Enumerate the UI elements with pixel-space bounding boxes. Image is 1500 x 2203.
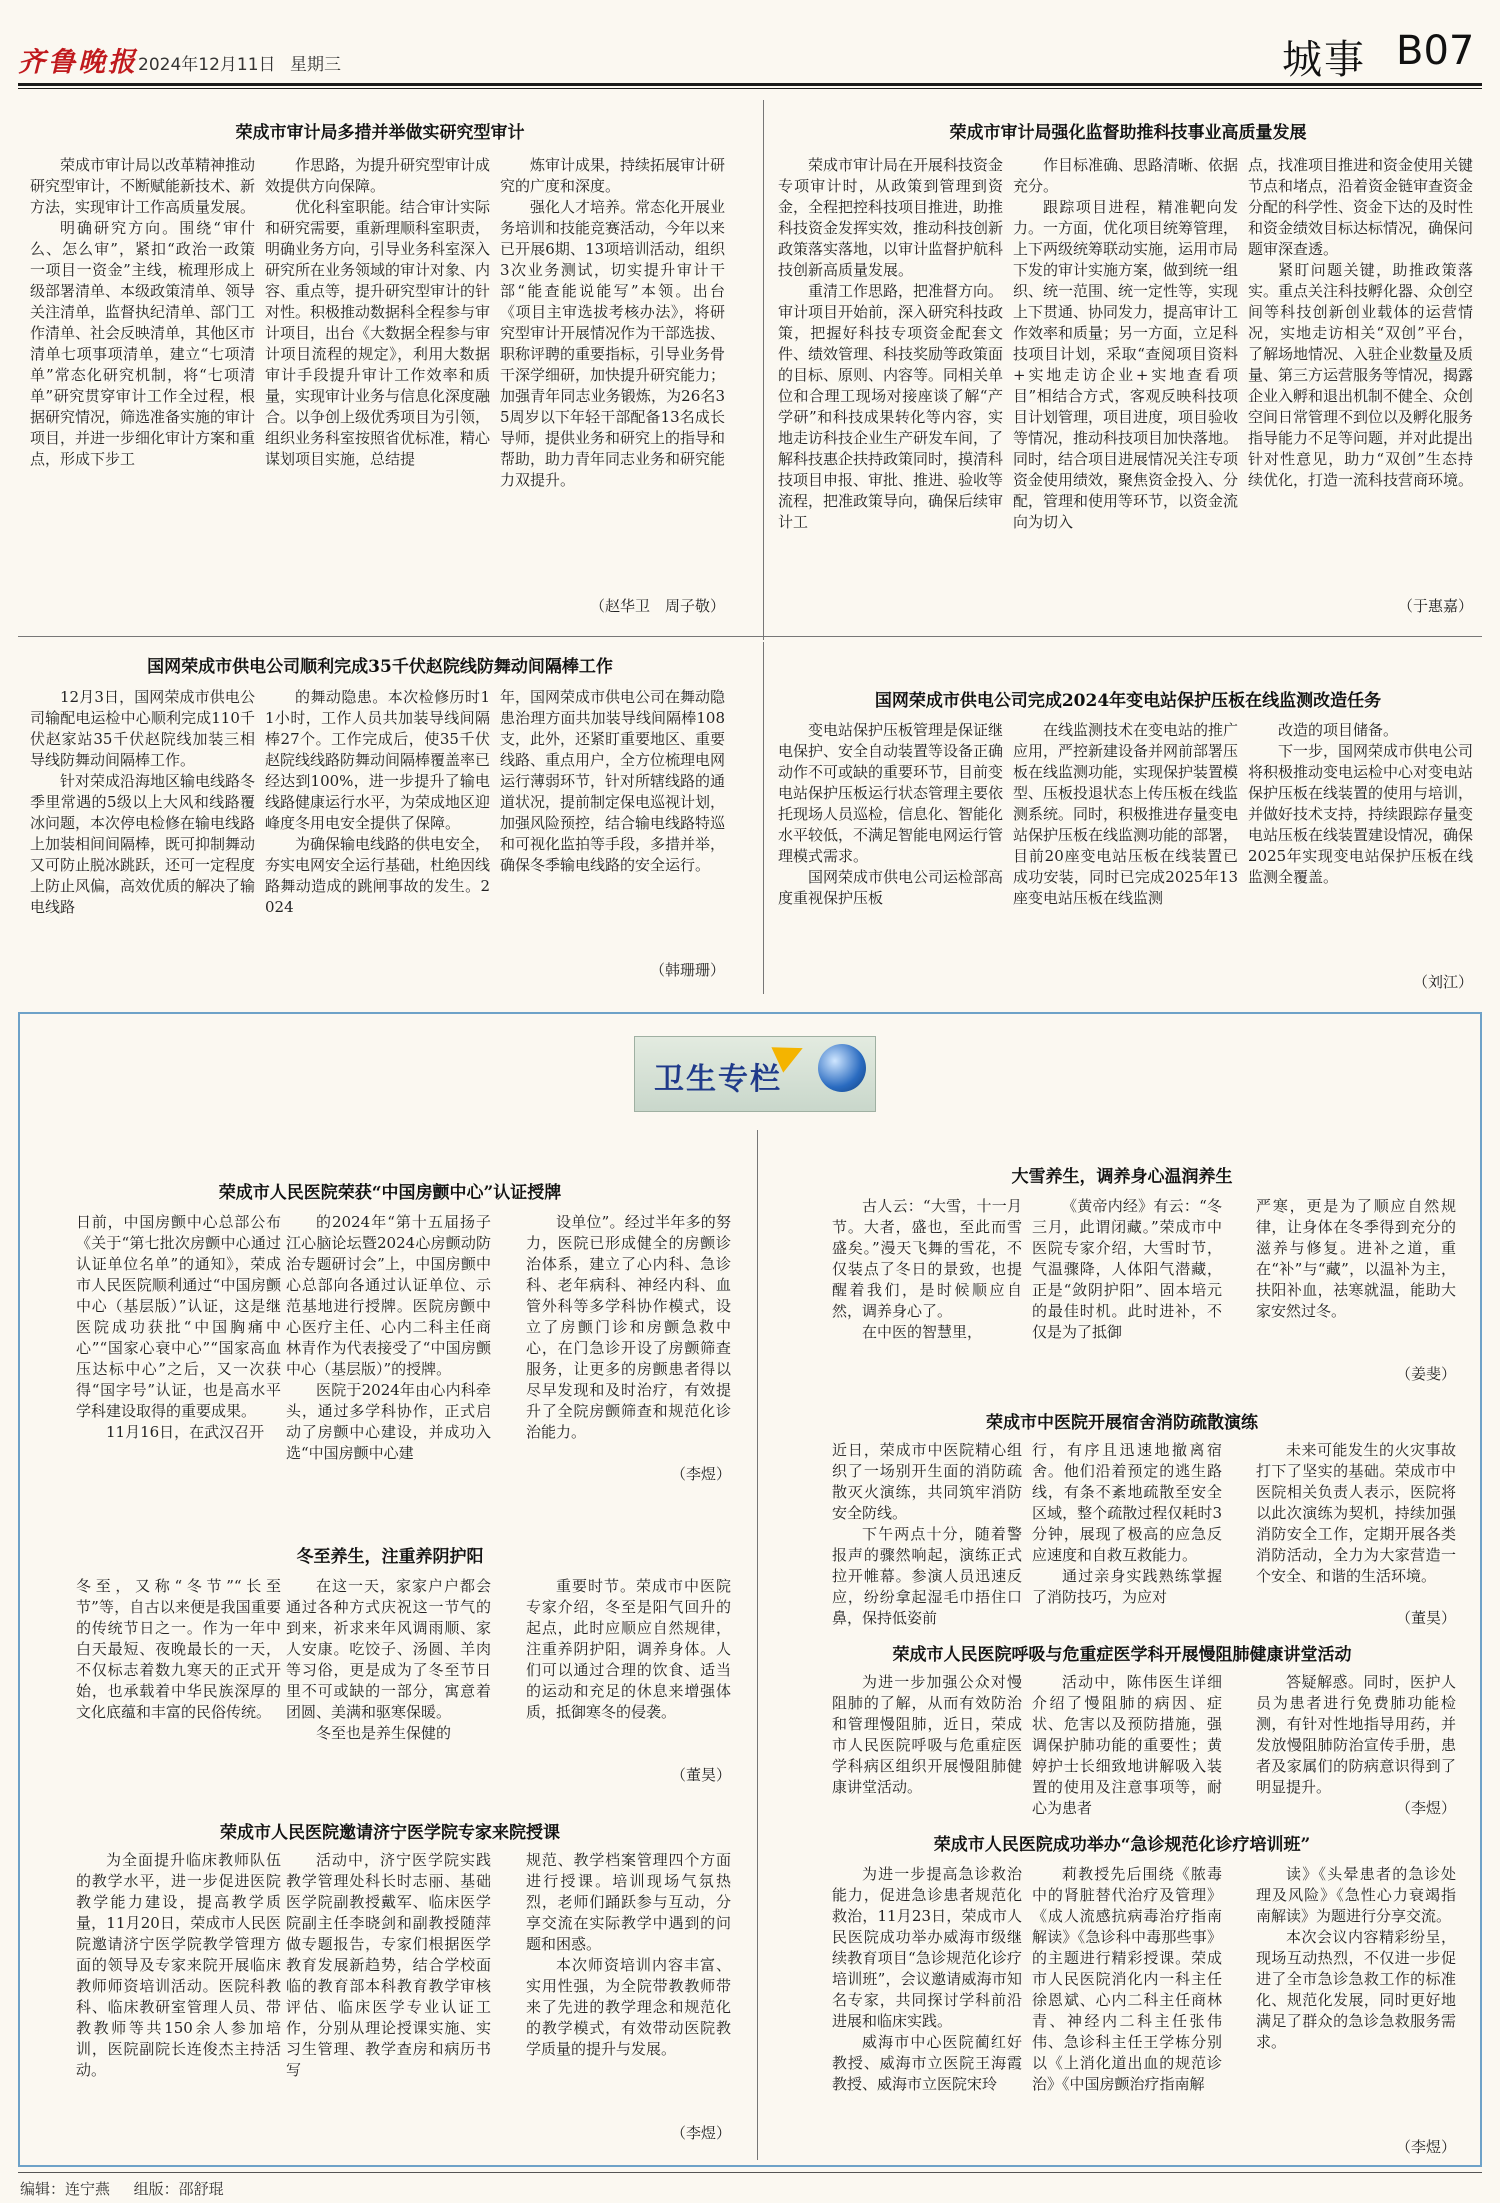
paragraph: 下一步，国网荣成市供电公司将积极推动变电运检中心对变电站保护压板在线装置的使用与培训，并做好技术支持，持续跟踪存量变电站压板在线装置建设情况，确保2025年实现变电站保护压板在线监测全覆盖。 — [1248, 742, 1473, 886]
column-divider — [757, 1130, 758, 2160]
paragraph: 优化科室职能。结合审计实际和研究需要，重新理顺科室职责，明确业务方向，引导业务科室深入研究所在业务领域的审计对象、内容、重点等，提升研究型审计的针对性。积极推动数据科全程参与审计项目，出台《大数据全程参与审计项目流程的规定》，利用大数据审计手段提升审计工作效率和质量，实现审计业务与信息化深度融合。以争创上级优秀项目为引领，组织业务科室按照省优标准，精心谋划项目实施，总结提 — [265, 198, 490, 468]
article-fire-drill-byline: （董昊） — [1395, 1609, 1456, 1627]
article-audit-research-title: 荣成市审计局多措并举做实研究型审计 — [235, 123, 525, 143]
paragraph: 本次会议内容精彩纷呈，现场互动热烈，不仅进一步促进了全市急诊急救工作的标准化、规范化发展，同时更好地满足了群众的急诊急救服务需求。 — [1256, 1928, 1456, 2051]
paragraph: 变电站保护压板管理是保证继电保护、安全自动装置等设备正确动作不可或缺的重要环节，目前变电站保护压板运行状态管理主要依托现场人员巡检，信息化、智能化水平较低，不满足智能电网运行管理模式需求。 — [778, 721, 1003, 865]
article-jining-lecture-byline: （李煜） — [670, 2124, 731, 2142]
column-divider — [763, 642, 764, 994]
paragraph: 明确研究方向。围绕“审什么、怎么审”，紧扣“政治一政策一项目一资金”主线，梳理形成上级部署清单、本级政策清单、领导关注清单，监督执纪清单、部门工作清单、社会反映清单，其他区市清单七项事项清单，建立“七项清单”常态化研究机制，将“七项清单”研究贯穿审计工作全过程，根据研究情况，筛选准备实施的审计项目，并进一步细化审计方案和重点，形成下步工 — [30, 219, 255, 468]
masthead-rule — [18, 83, 1482, 86]
article-major-snow-title: 大雪养生，调养身心温润养生 — [1011, 1167, 1233, 1187]
article-emergency-training-title: 荣成市人民医院成功举办“急诊规范化诊疗培训班” — [933, 1835, 1311, 1855]
issue-weekday: 星期三 — [290, 55, 341, 75]
paragraph: 在线监测技术在变电站的推广应用，严控新建设备并网前部署压板在线监测功能，实现保护装置模型、压板投退状态上传压板在线监测系统。同时，积极推进存量变电站保护压板在线监测功能的部署，目前20座变电站压板在线装置已成功安装，同时已完成2025年13座变电站压板在线监测 — [1013, 721, 1238, 907]
article-jining-lecture-col2 — [286, 1850, 491, 2144]
footer-rule — [18, 2172, 1482, 2173]
paragraph: 活动中，济宁医学院实践教学管理处科长时志丽、基础医学院副教授戴军、临床医学院副主任李晓剑和副教授随萍做专题报告，专家们根据医学教育发展新趋势，结合学校面临的教育部本科教育教学审核评估、临床医学专业认证工作，分别从理论授课实施、实习生管理、教学查房和病历书写 — [286, 1851, 491, 2079]
paragraph: 的舞动隐患。本次检修历时11小时，工作人员共加装导线间隔棒27个。工作完成后，使35千伏赵院线线路防舞动间隔棒覆盖率已经达到100%，进一步提升了输电线路健康运行水平，为荣成地区迎峰度冬用电安全提供了保障。 — [265, 688, 490, 832]
paragraph: 紧盯问题关键，助推政策落实。重点关注科技孵化器、众创空间等科技创新创业载体的运营情况，实地走访相关“双创”平台，了解场地情况、入驻企业数量及质量、第三方运营服务等情况，揭露企业入孵和退出机制不健全、众创空间日常管理不到位以及孵化服务指导能力不足等问题，并对此提出针对性意见，助力“双创”生态持续优化，打造一流科技营商环境。 — [1248, 261, 1473, 489]
paragraph: 威海市中心医院蔺红好教授、威海市立医院王海霞教授、威海市立医院宋玲 — [832, 2033, 1022, 2093]
paragraph: 古人云：“大雪，十一月节。大者，盛也，至此而雪盛矣。”漫天飞舞的雪花，不仅装点了冬日的景致，也提醒着我们，是时候顺应自然，调养身心了。 — [832, 1197, 1022, 1320]
article-audit-tech-col2 — [1013, 155, 1238, 617]
paragraph: 国网荣成市供电公司运检部高度重视保护压板 — [778, 868, 1003, 907]
article-fire-drill-title: 荣成市中医院开展宿舍消防疏散演练 — [986, 1413, 1258, 1433]
article-substation-col2 — [1013, 720, 1238, 993]
paragraph: 荣成市审计局以改革精神推动研究型审计，不断赋能新技术、新方法，实现审计工作高质量发展。 — [30, 156, 255, 216]
article-fire-drill-col1 — [832, 1440, 1022, 1629]
article-copd-lecture-byline: （李煜） — [1395, 1799, 1456, 1817]
section-divider — [18, 636, 1482, 637]
article-winter-solstice-title: 冬至养生，注重养阴护阳 — [296, 1547, 484, 1567]
paragraph: 作思路，为提升研究型审计成效提供方向保障。 — [265, 156, 490, 195]
page-number: B07 — [1396, 28, 1475, 74]
paragraph: 读》《头晕患者的急诊处理及风险》《急性心力衰竭指南解读》为题进行分享交流。 — [1256, 1865, 1456, 1925]
article-fire-drill-col2 — [1032, 1440, 1222, 1629]
article-audit-research-byline: （赵华卫 周子敬） — [589, 597, 725, 615]
article-audit-research-col3 — [500, 155, 725, 596]
paragraph: 为进一步提高急诊救治能力，促进急诊患者规范化救治，11月23日，荣成市人民医院成功举办威海市级继续教育项目“急诊规范化诊疗培训班”，会议邀请威海市知名专家，共同探讨学科前沿进展和临床实践。 — [832, 1865, 1022, 2030]
paragraph: 的2024年“第十五届扬子江心脑论坛暨2024心房颤动防治专题研讨会”上，中国房颤中心总部向各通过认证单位、示范基地进行授牌。医院房颤中心医疗主任、心内二科主任商林青作为代表接受了“中国房颤中心（基层版）”的授牌。 — [286, 1213, 491, 1378]
paragraph: 冬至也是养生保健的 — [316, 1724, 452, 1742]
article-substation-col3 — [1248, 720, 1473, 972]
paragraph: 荣成市审计局在开展科技资金专项审计时，从政策到管理到资金，全程把控科技项目推进，助推科技资金发挥实效，推动科技创新政策落实落地，以审计监督护航科技创新高质量发展。 — [778, 156, 1003, 279]
paragraph: 规范、教学档案管理四个方面进行授课。培训现场气氛热烈，老师们踊跃参与互动，分享交流在实际教学中遇到的问题和困惑。 — [526, 1851, 731, 1953]
article-emergency-training-col2 — [1032, 1864, 1222, 2158]
article-audit-research-col1 — [30, 155, 255, 617]
article-copd-lecture-title: 荣成市人民医院呼吸与危重症医学科开展慢阻肺健康讲堂活动 — [892, 1645, 1352, 1665]
article-audit-research-col2 — [265, 155, 490, 617]
paragraph: 行，有序且迅速地撤离宿舍。他们沿着预定的逃生路线，有条不紊地疏散至安全区域，整个疏散过程仅耗时3分钟，展现了极高的应急反应速度和自救互救能力。 — [1032, 1441, 1222, 1564]
paragraph: 本次师资培训内容丰富、实用性强，为全院带教教师带来了先进的教学理念和规范化的教学模式，有效带动医院教学质量的提升与发展。 — [526, 1956, 731, 2058]
paragraph: 点，找准项目推进和资金使用关键节点和堵点，沿着资金链审查资金分配的科学性、资金下达的及时性和资金绩效目标达标情况，确保问题审深查透。 — [1248, 156, 1473, 258]
footer-layout: 组版：邵舒琨 — [133, 2180, 224, 2198]
paragraph: 通过亲身实践熟练掌握了消防技巧，为应对 — [1032, 1567, 1222, 1606]
article-grid-spacer-col3 — [500, 687, 725, 960]
article-emergency-training-col1 — [832, 1864, 1022, 2158]
health-column-title: 卫生专栏 — [654, 1062, 782, 1097]
article-substation-byline: （刘江） — [1412, 973, 1473, 991]
article-grid-spacer-byline: （韩珊珊） — [649, 961, 725, 979]
paragraph: 医院于2024年由心内科牵头，通过多学科协作，正式启动了房颤中心建设，并成功入选“中国房颤中心建 — [286, 1381, 491, 1462]
article-afib-center-byline: （李煜） — [670, 1465, 731, 1483]
article-audit-tech-byline: （于惠嘉） — [1397, 597, 1473, 615]
article-copd-lecture-col1 — [832, 1672, 1022, 1819]
article-substation-col1 — [778, 720, 1003, 993]
paragraph: 强化人才培养。常态化开展业务培训和技能竞赛活动，今年以来已开展6期、13项培训活动，组织3次业务测试，切实提升审计干部“能查能说能写”本领。出台《项目主审选拔考核办法》，将研究型审计开展情况作为干部选拔、职称评聘的重要指标，引导业务骨干深学细研，加快提升研究能力；加强青年同志业务锻炼，为26名35周岁以下年轻干部配备13名成长导师，提供业务和研究上的指导和帮助，助力青年同志业务和研究能力双提升。 — [500, 198, 725, 489]
article-grid-spacer-title: 国网荣成市供电公司顺利完成35千伏赵院线防舞动间隔棒工作 — [147, 657, 613, 677]
article-afib-center-title: 荣成市人民医院荣获“中国房颤中心”认证授牌 — [218, 1183, 562, 1203]
paragraph: 重要时节。荣成市中医院专家介绍，冬至是阳气回升的起点，此时应顺应自然规律，注重养阴护阳，调养身体。人们可以通过合理的饮食、适当的运动和充足的休息来增强体质，抵御寒冬的侵袭。 — [526, 1577, 731, 1721]
article-audit-tech-col1 — [778, 155, 1003, 617]
paragraph: 设单位”。经过半年多的努力，医院已形成健全的房颤诊治体系，建立了心内科、急诊科、老年病科、神经内科、血管外科等多学科协作模式，设立了房颤门诊和房颤急救中心，在门急诊开设了房颤筛查服务，让更多的房颤患者得以尽早发现和及时治疗，有效提升了全院房颤筛查和规范化诊治能力。 — [526, 1213, 731, 1441]
paragraph: 11月16日，在武汉召开 — [106, 1423, 265, 1441]
paragraph: 近日，荣成市中医院精心组织了一场别开生面的消防疏散灭火演练，共同筑牢消防安全防线。 — [832, 1441, 1022, 1522]
paragraph: 日前，中国房颤中心总部公布《关于“第七批次房颤中心通过认证单位名单”的通知》，荣成市人民医院顺利通过“中国房颤中心（基层版）”认证，这是继医院成功获批“中国胸痛中心”“国家心衰中心”“国家高血压达标中心”之后，又一次获得“国字号”认证，也是高水平学科建设取得的重要成果。 — [76, 1213, 281, 1420]
column-divider — [763, 100, 764, 640]
paragraph: 改造的项目储备。 — [1278, 721, 1399, 739]
article-winter-solstice-col1 — [76, 1576, 281, 1786]
paragraph: 莉教授先后围绕《脓毒中的肾脏替代治疗及管理》《成人流感抗病毒治疗指南解读》《急诊科中毒那些事》的主题进行精彩授课。荣成市人民医院消化内一科主任徐恩斌、心内二科主任商林青、神经内二科主任张伟伟、急诊科主任王学栋分别以《上消化道出血的规范诊治》《中国房颤治疗指南解 — [1032, 1865, 1222, 2093]
paragraph: 在中医的智慧里， — [862, 1323, 983, 1341]
article-emergency-training-col3 — [1256, 1864, 1456, 2137]
article-major-snow-col2 — [1032, 1196, 1222, 1385]
paragraph: 为全面提升临床教师队伍的教学水平，进一步促进医院教学能力建设，提高教学质量，11月20日，荣成市人民医院邀请济宁医学院教学管理方面的领导及专家来院开展临床教师师资培训活动。医院科教科、临床教研室管理人员、带教教师等共150余人参加培训，医院副院长连俊杰主持活动。 — [76, 1851, 281, 2079]
paragraph: 针对荣成沿海地区输电线路冬季里常遇的5级以上大风和线路覆冰问题，本次停电检修在输电线路上加装相间间隔棒，既可抑制舞动又可防止脱冰跳跃，还可一定程度上防止风偏，高效优质的解决了输电线路 — [30, 772, 255, 916]
paragraph: 活动中，陈伟医生详细介绍了慢阻肺的病因、症状、危害以及预防措施，强调保护肺功能的重要性；黄婷护士长细致地讲解吸入装置的使用及注意事项等，耐心为患者 — [1032, 1673, 1222, 1817]
newspaper-logo: 齐鲁晚报 — [18, 47, 138, 78]
paragraph: 冬至，又称“冬节”“长至节”等，自古以来便是我国重要的传统节日之一。作为一年中白天最短、夜晚最长的一天，不仅标志着数九寒天的正式开始，也承载着中华民族深厚的文化底蕴和丰富的民俗传统。 — [76, 1577, 281, 1721]
article-copd-lecture-col2 — [1032, 1672, 1222, 1819]
paragraph: 年，国网荣成市供电公司在舞动隐患治理方面共加装导线间隔棒108支，此外，还紧盯重要地区、重要线路、重点用户，全方位梳理电网运行薄弱环节，针对所辖线路的通道状况，提前制定保电巡视计划，加强风险预控，结合输电线路特巡和可视化监拍等手段，多措并举，确保冬季输电线路的安全运行。 — [500, 688, 725, 874]
article-grid-spacer-col1 — [30, 687, 255, 981]
issue-date: 2024年12月11日 — [138, 55, 276, 75]
article-major-snow-col3 — [1256, 1196, 1456, 1364]
paragraph: 作目标准确、思路清晰、依据充分。 — [1013, 156, 1238, 195]
section-title: 城事 — [1282, 37, 1366, 83]
article-afib-center-col2 — [286, 1212, 491, 1485]
article-audit-tech-col3 — [1248, 155, 1473, 596]
article-afib-center-col3 — [526, 1212, 731, 1464]
paragraph: 未来可能发生的火灾事故打下了坚实的基础。荣成市中医院相关负责人表示，医院将以此次演练为契机，持续加强消防安全工作，定期开展各类消防活动，全力为大家营造一个安全、和谐的生活环境。 — [1256, 1441, 1456, 1585]
article-grid-spacer-col2 — [265, 687, 490, 981]
article-copd-lecture-col3 — [1256, 1672, 1456, 1798]
paragraph: 为进一步加强公众对慢阻肺的了解，从而有效防治和管理慢阻肺，近日，荣成市人民医院呼吸与危重症医学科病区组织开展慢阻肺健康讲堂活动。 — [832, 1673, 1022, 1796]
paragraph: 12月3日，国网荣成市供电公司输配电运检中心顺利完成110千伏赵家站35千伏赵院线加装三相导线防舞动间隔棒工作。 — [30, 688, 255, 769]
footer-credits — [20, 2178, 224, 2199]
globe-icon — [818, 1044, 866, 1092]
paragraph: 答疑解惑。同时，医护人员为患者进行免费肺功能检测，有针对性地指导用药，并发放慢阻肺防治宣传手册，患者及家属们的防病意识得到了明显提升。 — [1256, 1673, 1456, 1796]
article-audit-tech-title: 荣成市审计局强化监督助推科技事业高质量发展 — [949, 123, 1307, 143]
paragraph: 炼审计成果，持续拓展审计研究的广度和深度。 — [500, 156, 725, 195]
paragraph: 在这一天，家家户户都会通过各种方式庆祝这一节气的到来，祈求来年风调雨顺、家人安康。吃饺子、汤圆、羊肉等习俗，更是成为了冬至节日里不可或缺的一部分，寓意着团圆、美满和驱寒保暖。 — [286, 1577, 491, 1721]
article-emergency-training-byline: （李煜） — [1395, 2138, 1456, 2156]
article-winter-solstice-byline: （董昊） — [670, 1766, 731, 1784]
masthead-rule-thin — [18, 88, 1482, 89]
article-afib-center-col1 — [76, 1212, 281, 1485]
article-jining-lecture-col1 — [76, 1850, 281, 2144]
article-major-snow-byline: （姜斐） — [1395, 1365, 1456, 1383]
article-winter-solstice-col3 — [526, 1576, 731, 1765]
paragraph: 《黄帝内经》有云：“冬三月，此谓闭藏。”荣成市中医院专家介绍，大雪时节，气温骤降，人体阳气潜藏，正是“敛阴护阳”、固本培元的最佳时机。此时进补，不仅是为了抵御 — [1032, 1197, 1222, 1341]
paragraph: 严寒，更是为了顺应自然规律，让身体在冬季得到充分的滋养与修复。进补之道，重在“补”与“藏”，以温补为主，扶阳补血，祛寒就温，能助大家安然过冬。 — [1256, 1197, 1456, 1320]
paragraph: 下午两点十分，随着警报声的骤然响起，演练正式拉开帷幕。参演人员迅速反应，纷纷拿起湿毛巾捂住口鼻，保持低姿前 — [832, 1525, 1022, 1627]
article-substation-title: 国网荣成市供电公司完成2024年变电站保护压板在线监测改造任务 — [874, 691, 1382, 711]
paragraph: 为确保输电线路的供电安全，夯实电网安全运行基础，杜绝因线路舞动造成的跳闸事故的发生。2024 — [265, 835, 490, 916]
footer-editor: 编辑：连宁燕 — [20, 2180, 111, 2198]
article-major-snow-col1 — [832, 1196, 1022, 1385]
article-winter-solstice-col2 — [286, 1576, 491, 1786]
article-fire-drill-col3 — [1256, 1440, 1456, 1608]
article-jining-lecture-title: 荣成市人民医院邀请济宁医学院专家来院授课 — [220, 1823, 560, 1843]
article-jining-lecture-col3 — [526, 1850, 731, 2123]
paragraph: 重清工作思路，把准督方向。审计项目开始前，深入研究科技政策，把握好科技专项资金配套文件、绩效管理、科技奖励等政策面的目标、原则、内容等。同相关单位和合理工现场对接座谈了解“产学研”和科技成果转化等内容，实地走访科技企业生产研发车间，了解科技惠企扶持政策同时，摸清科技项目申报、审批、推进、验收等流程，把准政策导向，确保后续审计工 — [778, 282, 1003, 531]
paragraph: 跟踪项目进程，精准靶向发力。一方面，优化项目统筹管理，上下两级统筹联动实施，运用市局下发的审计实施方案，做到统一组织、统一范围、统一定性等，实现上下贯通、协同发力，提高审计工作效率和质量；另一方面，立足科技项目计划，采取“查阅项目资料+实地走访企业+实地查看项目”相结合方式，客观反映科技项目计划管理，项目进度，项目验收等情况，推动科技项目加快落地。同时，结合项目进展情况关注专项资金使用绩效，聚焦资金投入、分配，管理和使用等环节，以资金流向为切入 — [1013, 198, 1238, 531]
